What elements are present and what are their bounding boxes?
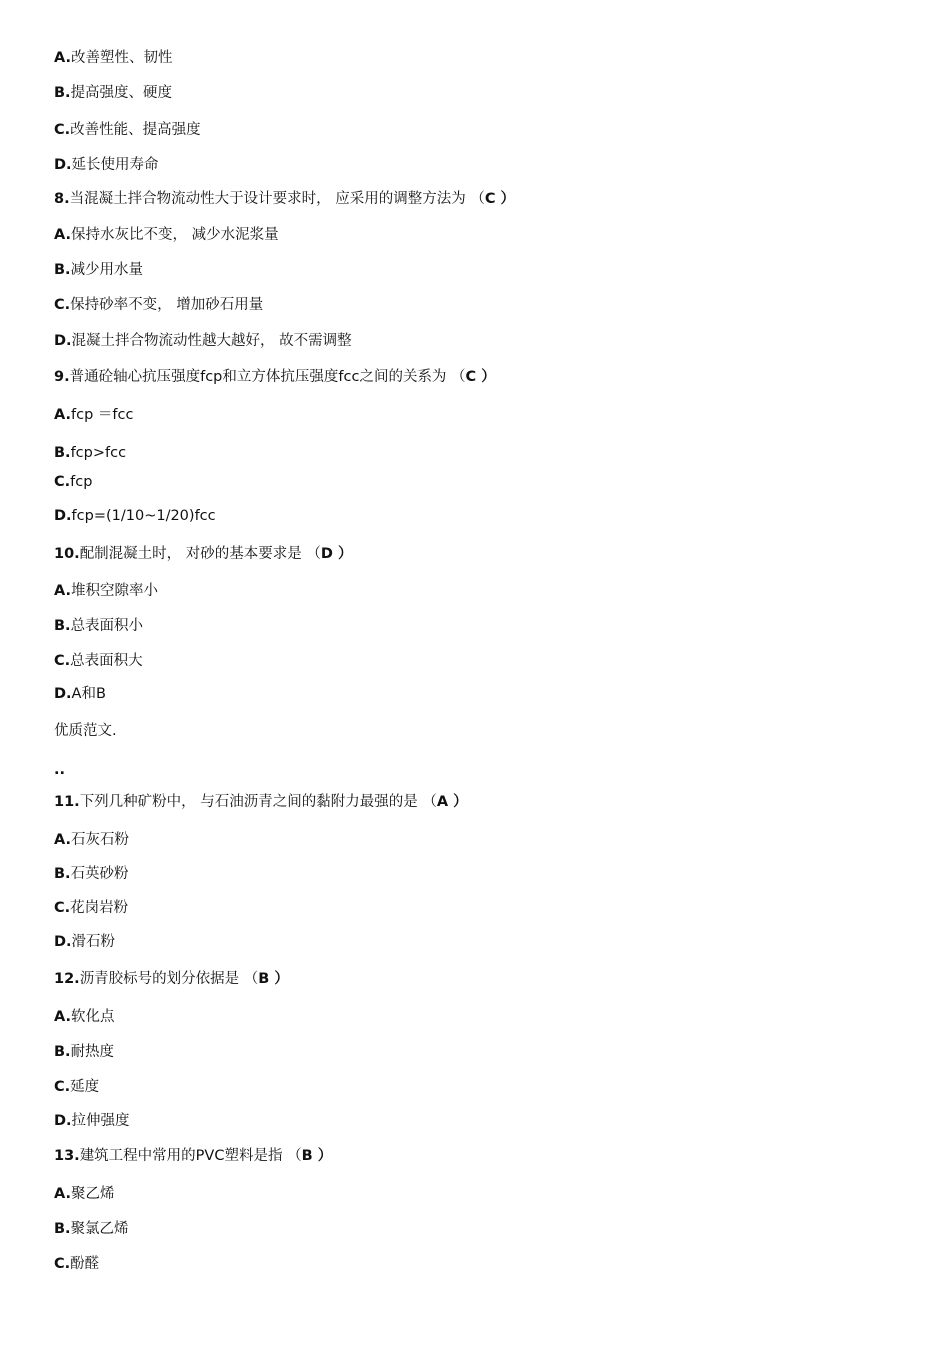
- text-line: [54, 932, 115, 952]
- line-label: C.: [54, 297, 71, 313]
- text-line: [54, 684, 106, 704]
- line-label: 11.: [54, 794, 80, 810]
- line-text: 耐热度: [70, 1044, 115, 1060]
- line-text: 混凝土拌合物流动性越大越好， 故不需调整: [71, 333, 352, 349]
- line-label: B.: [54, 445, 71, 461]
- line-label: 13.: [54, 1148, 80, 1164]
- line-text: 拉伸强度: [71, 1113, 130, 1129]
- line-text: 改善塑性、韧性: [71, 50, 173, 66]
- line-text: 下列几种矿粉中， 与石油沥青之间的黏附力最强的是 （: [79, 794, 437, 810]
- text-line: [54, 443, 126, 463]
- text-line: [54, 506, 216, 526]
- line-label: C.: [54, 1079, 71, 1095]
- text-line: [54, 616, 143, 636]
- line-text: fcp>fcc: [70, 445, 127, 461]
- line-label: C.: [54, 1256, 71, 1272]
- text-line: [54, 792, 468, 812]
- line-label: A.: [54, 227, 71, 243]
- line-label: D.: [54, 934, 72, 950]
- text-line: [54, 225, 279, 245]
- line-label: C.: [54, 653, 71, 669]
- line-label: B.: [54, 1044, 71, 1060]
- line-label: C.: [54, 900, 71, 916]
- text-line: [54, 260, 143, 280]
- line-text: 酚醛: [70, 1256, 100, 1272]
- line-label: 12.: [54, 971, 80, 987]
- text-line: [54, 189, 515, 209]
- line-text: fcp=(1/10~1/20)fcc: [71, 508, 216, 524]
- line-label: 10.: [54, 546, 80, 562]
- text-line: [54, 367, 496, 387]
- line-text: 建筑工程中常用的PVC塑料是指 （: [79, 1148, 302, 1164]
- line-text: 石灰石粉: [71, 832, 129, 848]
- line-label: A.: [54, 407, 71, 423]
- line-text: fcp ＝fcc: [71, 407, 134, 423]
- line-text: 花岗岩粉: [70, 900, 129, 916]
- answer-mark: D ）: [320, 546, 353, 562]
- text-line: [54, 969, 289, 989]
- line-text: 总表面积大: [70, 653, 143, 669]
- line-text: fcp: [70, 474, 93, 490]
- line-label: D.: [54, 157, 72, 173]
- line-text: 聚氯乙烯: [70, 1221, 129, 1237]
- line-text: 总表面积小: [70, 618, 144, 634]
- line-label: A.: [54, 1009, 71, 1025]
- text-line: [54, 760, 65, 780]
- line-label: C.: [54, 122, 71, 138]
- text-line: [54, 1077, 99, 1097]
- text-line: [54, 651, 143, 671]
- text-line: [54, 1042, 114, 1062]
- text-line: [54, 898, 128, 918]
- answer-mark: A ）: [436, 794, 468, 810]
- line-text: 延度: [70, 1079, 100, 1095]
- text-line: [54, 864, 129, 884]
- line-label: A.: [54, 50, 71, 66]
- line-label: D.: [54, 686, 72, 702]
- text-line: [54, 1219, 129, 1239]
- text-line: [54, 155, 159, 175]
- text-line: [54, 544, 353, 564]
- line-label: B.: [54, 618, 71, 634]
- answer-mark: C ）: [465, 369, 496, 385]
- line-label: A.: [54, 1186, 71, 1202]
- line-label: A.: [54, 583, 71, 599]
- text-line: [54, 120, 201, 140]
- text-line: [54, 581, 158, 601]
- text-line: [54, 1111, 130, 1131]
- line-label: B.: [54, 866, 71, 882]
- text-line: [54, 830, 129, 850]
- answer-mark: B ）: [301, 1148, 333, 1164]
- line-text: 改善性能、提高强度: [70, 122, 201, 138]
- line-text: 保持水灰比不变， 减少水泥浆量: [71, 227, 279, 243]
- line-text: A和B: [71, 686, 106, 702]
- line-label: B.: [54, 85, 71, 101]
- text-line: [54, 721, 117, 741]
- line-text: 优质范文.: [54, 723, 117, 739]
- text-line: [54, 295, 263, 315]
- line-text: 聚乙烯: [71, 1186, 115, 1202]
- text-line: [54, 331, 352, 351]
- line-text: 减少用水量: [70, 262, 144, 278]
- line-text: 石英砂粉: [70, 866, 129, 882]
- line-label: 9.: [54, 369, 70, 385]
- line-label: A.: [54, 832, 71, 848]
- line-text: 配制混凝土时， 对砂的基本要求是 （: [79, 546, 321, 562]
- line-text: 滑石粉: [71, 934, 116, 950]
- text-line: [54, 472, 92, 492]
- text-line: [54, 48, 173, 68]
- text-line: [54, 1254, 99, 1274]
- line-label: ..: [54, 762, 66, 778]
- line-label: D.: [54, 508, 72, 524]
- text-line: [54, 405, 133, 425]
- line-label: C.: [54, 474, 71, 490]
- line-text: 普通砼轴心抗压强度fcp和立方体抗压强度fcc之间的关系为 （: [69, 369, 466, 385]
- line-text: 提高强度、硬度: [70, 85, 173, 101]
- answer-mark: C ）: [484, 191, 516, 207]
- answer-mark: B ）: [258, 971, 289, 987]
- line-label: D.: [54, 1113, 72, 1129]
- line-text: 保持砂率不变， 增加砂石用量: [70, 297, 264, 313]
- line-label: B.: [54, 262, 71, 278]
- line-label: D.: [54, 333, 72, 349]
- line-label: 8.: [54, 191, 70, 207]
- text-line: [54, 1146, 332, 1166]
- line-text: 堆积空隙率小: [71, 583, 158, 599]
- line-text: 软化点: [71, 1009, 115, 1025]
- text-line: [54, 1007, 115, 1027]
- line-text: 沥青胶标号的划分依据是 （: [79, 971, 259, 987]
- line-label: B.: [54, 1221, 71, 1237]
- text-line: [54, 1184, 115, 1204]
- line-text: 延长使用寿命: [71, 157, 159, 173]
- text-line: [54, 83, 172, 103]
- line-text: 当混凝土拌合物流动性大于设计要求时， 应采用的调整方法为 （: [69, 191, 485, 207]
